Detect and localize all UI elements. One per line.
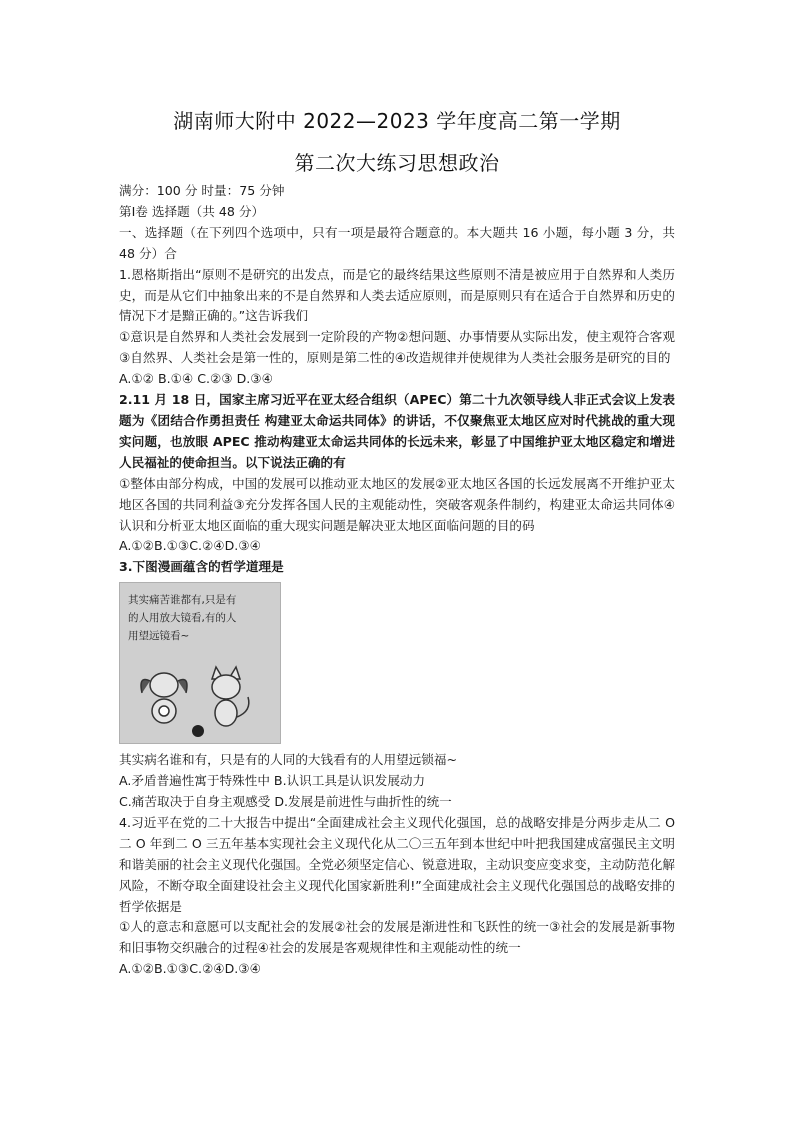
- cartoon-text-3: 用望远镜看~: [128, 630, 190, 643]
- cartoon-text-1: 其实痛苦谁都有,只是有: [128, 594, 237, 607]
- question-3-stem: 3.下图漫画蕴含的哲学道理是: [119, 559, 284, 575]
- exam-title: 湖南师大附中 2022—2023 学年度高二第一学期: [173, 109, 621, 133]
- question-4-stem: 4.习近平在党的二十大报告中提出“全面建成社会主义现代化强国，总的战略安排是分两步走从二 O 二 O 年到二 O 三五年基本实现社会主义现代化从二〇三五年到本世纪中叶把我国建成富强民主文明和谐美丽的社会主义现代化强国。全党必须坚定信心、锐意进取，主动识变应变求变，主动防范化解风险，不断夺取全面建设社会主义现代化国家新胜利!”全面建成社会主义现代化强国总的战略安排的哲学依据是: [119, 814, 675, 914]
- exam-content: [119, 181, 675, 980]
- cartoon-drawing: [120, 583, 280, 743]
- exam-subtitle: 第二次大练习思想政治: [294, 151, 500, 175]
- cartoon-text-2: 的人用放大镜看,有的人: [128, 612, 237, 625]
- question-2-options: A.①②B.①③C.②④D.③④: [119, 538, 261, 554]
- cartoon-caption: 其实病名谁和有，只是有的人同的大钱看有的人用望远锁福~: [119, 752, 457, 768]
- cartoon-image: [119, 582, 281, 744]
- question-4-statements: ①人的意志和意愿可以支配社会的发展②社会的发展是渐进性和飞跃性的统一③社会的发展是新事物和旧事物交织融合的过程④社会的发展是客观规律性和主观能动性的统一: [119, 919, 675, 956]
- ball-shape: [192, 725, 204, 737]
- question-3-option-line1: A.矛盾普遍性寓于特殊性中 B.认识工具是认识发展动力: [119, 773, 426, 789]
- question-2-statements: ①整体由部分构成，中国的发展可以推动亚太地区的发展②亚太地区各国的长远发展离不开维护亚太地区各国的共同利益③充分发挥各国人民的主观能动性，突破客观条件制约，构建亚太命运共同体④认识和分析亚太地区面临的重大现实问题是解决亚太地区面临问题的目的码: [119, 475, 675, 533]
- cat-figure: [212, 667, 249, 726]
- dog-figure: [141, 673, 187, 723]
- question-2-stem: 2.11 月 18 日，国家主席习近平在亚太经合组织（APEC）第二十九次领导线人非正式会议上发表题为《团结合作勇担责任 构建亚太命运共同体》的讲话，不仅聚焦亚太地区应对时代挑战的重大现实问题，也放眼 APEC 推动构建亚太命运共同体的长远未来，彰显了中国维护亚太地区稳定和增进人民福祉的使命担当。以下说法正确的有: [119, 392, 675, 470]
- question-1-options: A.①② B.①④ C.②③ D.③④: [119, 371, 273, 387]
- question-1-stem: 1.恩格斯指出“原则不是研究的出发点，而是它的最终结果这些原则不清是被应用于自然界和人类历史，而是从它们中抽象出来的不是自然界和人类去适应原则，而是原则只有在适合于自然界和历史的情况下才是黯正确的。”这告诉我们: [119, 266, 675, 324]
- score-time: 满分：100 分 时量：75 分钟: [119, 183, 285, 198]
- question-4-options: A.①②B.①③C.②④D.③④: [119, 961, 261, 977]
- section-heading: 第Ⅰ卷 选择题（共 48 分）: [119, 203, 265, 219]
- question-1-statements: ①意识是自然界和人类社会发展到一定阶段的产物②想问题、办事情要从实际出发，使主观符合客观③自然界、人类社会是第一性的，原则是第二性的④改造规律并使规律为人类社会服务是研究的目的: [119, 329, 675, 366]
- instructions: 一、选择题（在下列四个选项中，只有一项是最符合题意的。本大题共 16 小题，每小题 3 分，共 48 分）合: [119, 224, 675, 261]
- question-3-option-line2: C.痛苦取决于自身主观感受 D.发展是前进性与曲折性的统一: [119, 794, 452, 810]
